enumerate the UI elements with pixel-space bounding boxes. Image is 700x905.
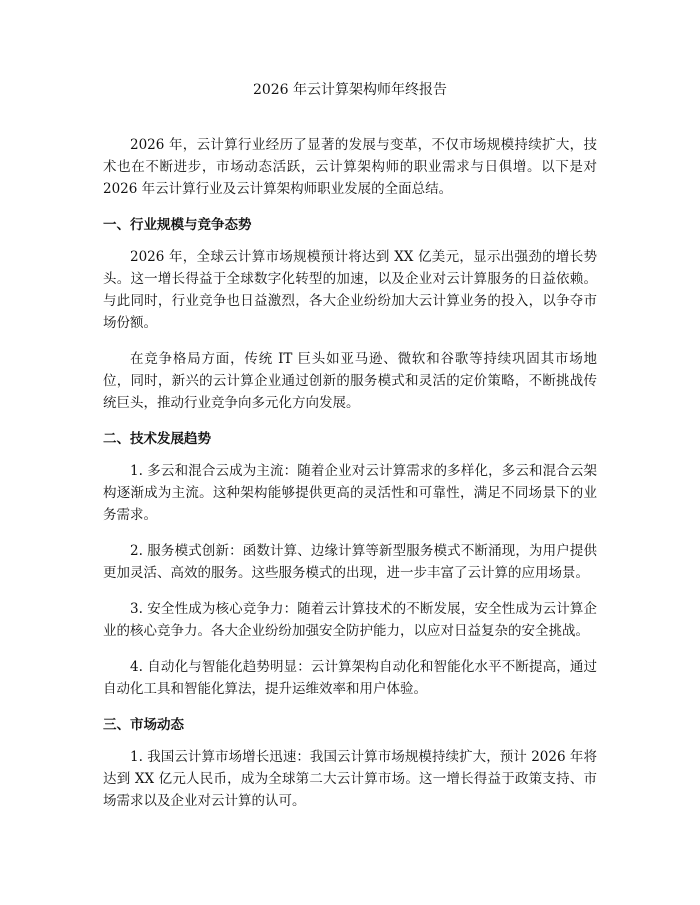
section-paragraph: 1. 我国云计算市场增长迅速：我国云计算市场规模持续扩大，预计 2026 年将达到 XX 亿元人民币，成为全球第二大云计算市场。这一增长得益于政策支持、市场需求以及企业对云计算的认可。 — [103, 749, 597, 809]
section-heading-industry: 一、行业规模与竞争态势 — [103, 217, 252, 233]
section-heading-market: 三、市场动态 — [103, 717, 184, 733]
intro-paragraph: 2026 年，云计算行业经历了显著的发展与变革，不仅市场规模持续扩大，技术也在不断进步，市场动态活跃，云计算架构师的职业需求与日俱增。以下是对 2026 年云计算行业及云计算架构师职业发展的全面总结。 — [103, 137, 597, 197]
section-paragraph: 在竞争格局方面，传统 IT 巨头如亚马逊、微软和谷歌等持续巩固其市场地位，同时，新兴的云计算企业通过创新的服务模式和灵活的定价策略，不断挑战传统巨头，推动行业竞争向多元化方向发展。 — [103, 351, 597, 411]
section-heading-technology: 二、技术发展趋势 — [103, 431, 211, 447]
section-paragraph: 3. 安全性成为核心竞争力：随着云计算技术的不断发展，安全性成为云计算企业的核心竞争力。各大企业纷纷加强安全防护能力，以应对日益复杂的安全挑战。 — [103, 601, 597, 639]
section-paragraph: 2026 年，全球云计算市场规模预计将达到 XX 亿美元，显示出强劲的增长势头。这一增长得益于全球数字化转型的加速，以及企业对云计算服务的日益依赖。与此同时，行业竞争也日益激烈，各大企业纷纷加大云计算业务的投入，以争夺市场份额。 — [103, 249, 597, 331]
document-body — [103, 134, 597, 826]
section-paragraph: 2. 服务模式创新：函数计算、边缘计算等新型服务模式不断涌现，为用户提供更加灵活、高效的服务。这些服务模式的出现，进一步丰富了云计算的应用场景。 — [103, 543, 597, 581]
document-title: 2026 年云计算架构师年终报告 — [252, 82, 448, 98]
section-paragraph: 4. 自动化与智能化趋势明显：云计算架构自动化和智能化水平不断提高，通过自动化工具和智能化算法，提升运维效率和用户体验。 — [103, 659, 597, 697]
section-paragraph: 1. 多云和混合云成为主流：随着企业对云计算需求的多样化，多云和混合云架构逐渐成为主流。这种架构能够提供更高的灵活性和可靠性，满足不同场景下的业务需求。 — [103, 463, 597, 523]
